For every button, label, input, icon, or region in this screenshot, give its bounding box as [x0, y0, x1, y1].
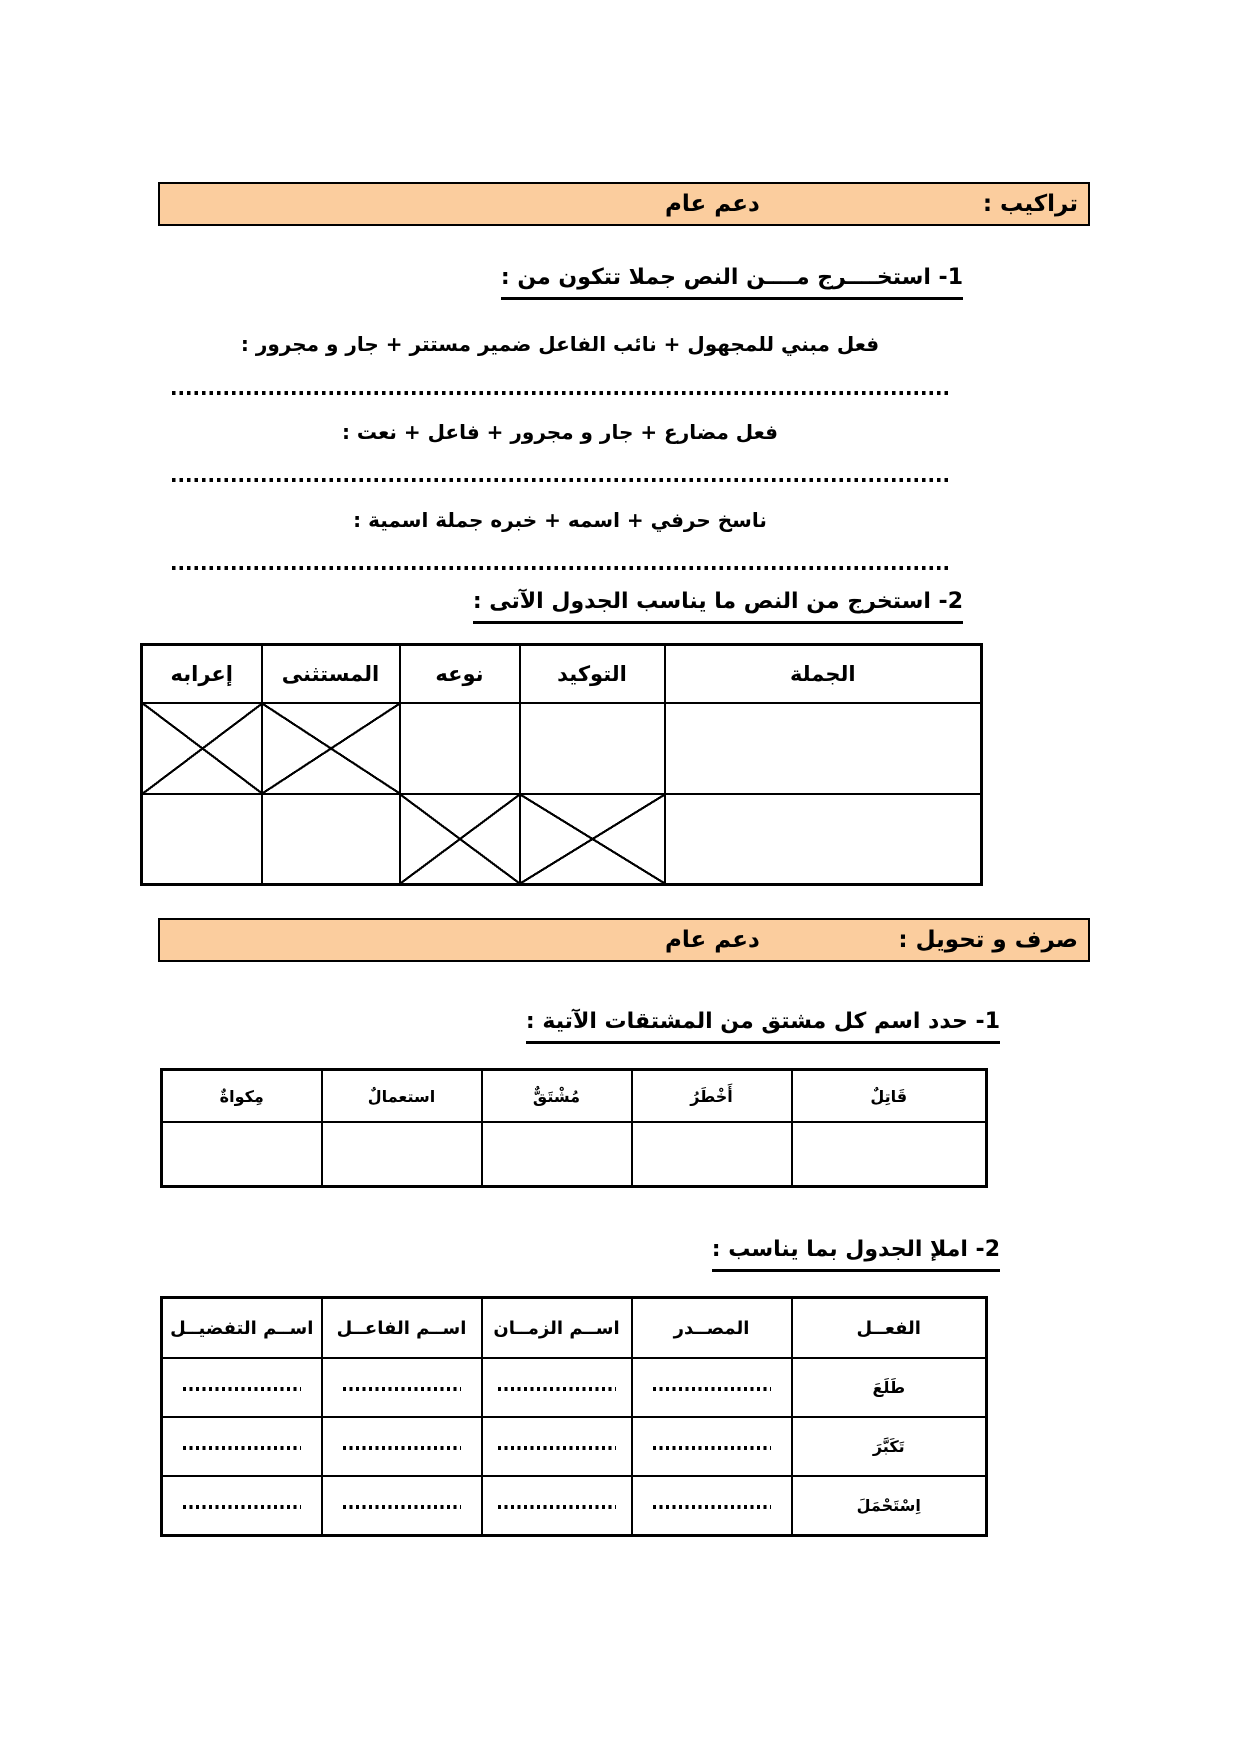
fill-table-title: 2- املإ الجدول بما يناسب : — [712, 1236, 1000, 1272]
answer-blank — [183, 1505, 301, 1509]
answer-blank — [343, 1446, 461, 1450]
derivatives-answer-row — [162, 1122, 987, 1187]
answer-cell — [262, 794, 400, 885]
pattern-line-3: ناسخ حرفي + اسمه + خبره جملة اسمية : — [353, 508, 767, 532]
answer-cell — [632, 1476, 792, 1536]
derivative-word: استعمالٌ — [322, 1070, 482, 1123]
derivative-word: أَخْطَرُ — [632, 1070, 792, 1123]
answer-cell — [482, 1358, 632, 1417]
answer-blank — [343, 1387, 461, 1391]
pattern-line-1: فعل مبني للمجهول + نائب الفاعل ضمير مستتر + جار و مجرور : — [240, 332, 880, 356]
section-bar-title: تراكيب : — [982, 191, 1078, 217]
answer-blank — [498, 1387, 616, 1391]
col-header-verb: الفعــل — [792, 1298, 987, 1359]
derivatives-table — [160, 1068, 988, 1188]
col-header-time-noun: اســم الزمــان — [482, 1298, 632, 1359]
extract-table-header-row — [142, 645, 982, 704]
extract-table-row-2 — [142, 794, 982, 885]
col-header-type: نوعه — [400, 645, 520, 704]
answer-cell — [665, 703, 982, 794]
answer-cell — [792, 1122, 987, 1187]
fill-table-row-2 — [162, 1417, 987, 1476]
answer-cell — [632, 1417, 792, 1476]
pattern-line-2: فعل مضارع + جار و مجرور + فاعل + نعت : — [341, 420, 779, 444]
col-header-emphasis: التوكيد — [520, 645, 665, 704]
derivative-word: مِكواةٌ — [162, 1070, 322, 1123]
fill-table-row-3 — [162, 1476, 987, 1536]
answer-blank — [343, 1505, 461, 1509]
extract-table-row-1 — [142, 703, 982, 794]
answer-line-1 — [172, 391, 948, 395]
section-bar-subtitle: دعم عام — [665, 191, 760, 217]
answer-blank — [183, 1446, 301, 1450]
verb-cell: اِسْتَحْمَلَ — [792, 1476, 987, 1536]
fill-table — [160, 1296, 988, 1537]
answer-blank — [653, 1505, 771, 1509]
section-bar-title: صرف و تحويل : — [898, 927, 1078, 953]
answer-cell — [162, 1417, 322, 1476]
verb-cell: تَكَبَّرَ — [792, 1417, 987, 1476]
answer-cell — [632, 1122, 792, 1187]
answer-cell — [482, 1122, 632, 1187]
exercise1-title: 1- استخــــرج مــــن النص جملا تتكون من : — [501, 264, 963, 300]
fill-table-header-row — [162, 1298, 987, 1359]
answer-cell — [162, 1122, 322, 1187]
section-bar-sarf — [158, 918, 1090, 962]
col-header-superlative: اســم التفضيــل — [162, 1298, 322, 1359]
crossed-cell — [142, 703, 262, 794]
answer-cell — [322, 1476, 482, 1536]
col-header-parsing: إعرابه — [142, 645, 262, 704]
answer-cell — [142, 794, 262, 885]
answer-cell — [162, 1358, 322, 1417]
derivative-word: قَاتِلٌ — [792, 1070, 987, 1123]
answer-cell — [322, 1358, 482, 1417]
answer-cell — [482, 1476, 632, 1536]
col-header-masdar: المصــدر — [632, 1298, 792, 1359]
crossed-cell — [520, 794, 665, 885]
col-header-agent-noun: اســم الفاعــل — [322, 1298, 482, 1359]
crossed-cell — [262, 703, 400, 794]
answer-blank — [653, 1446, 771, 1450]
derivatives-title: 1- حدد اسم كل مشتق من المشتقات الآتية : — [526, 1008, 1000, 1044]
answer-blank — [498, 1446, 616, 1450]
answer-cell — [482, 1417, 632, 1476]
answer-line-2 — [172, 478, 948, 482]
answer-blank — [183, 1387, 301, 1391]
crossed-cell — [400, 794, 520, 885]
answer-cell — [162, 1476, 322, 1536]
answer-cell — [520, 703, 665, 794]
col-header-excepted: المستثنى — [262, 645, 400, 704]
answer-cell — [665, 794, 982, 885]
answer-cell — [322, 1417, 482, 1476]
answer-blank — [498, 1505, 616, 1509]
answer-cell — [322, 1122, 482, 1187]
extract-table — [140, 643, 983, 886]
answer-cell — [400, 703, 520, 794]
derivatives-header-row — [162, 1070, 987, 1123]
verb-cell: طَلَعَ — [792, 1358, 987, 1417]
col-header-sentence: الجملة — [665, 645, 982, 704]
answer-line-3 — [172, 566, 948, 570]
derivative-word: مُشْتَقٌّ — [482, 1070, 632, 1123]
answer-cell — [632, 1358, 792, 1417]
section-bar-subtitle: دعم عام — [665, 927, 760, 953]
fill-table-row-1 — [162, 1358, 987, 1417]
section-bar-tarakib — [158, 182, 1090, 226]
exercise2-title: 2- استخرج من النص ما يناسب الجدول الآتى : — [473, 588, 963, 624]
answer-blank — [653, 1387, 771, 1391]
